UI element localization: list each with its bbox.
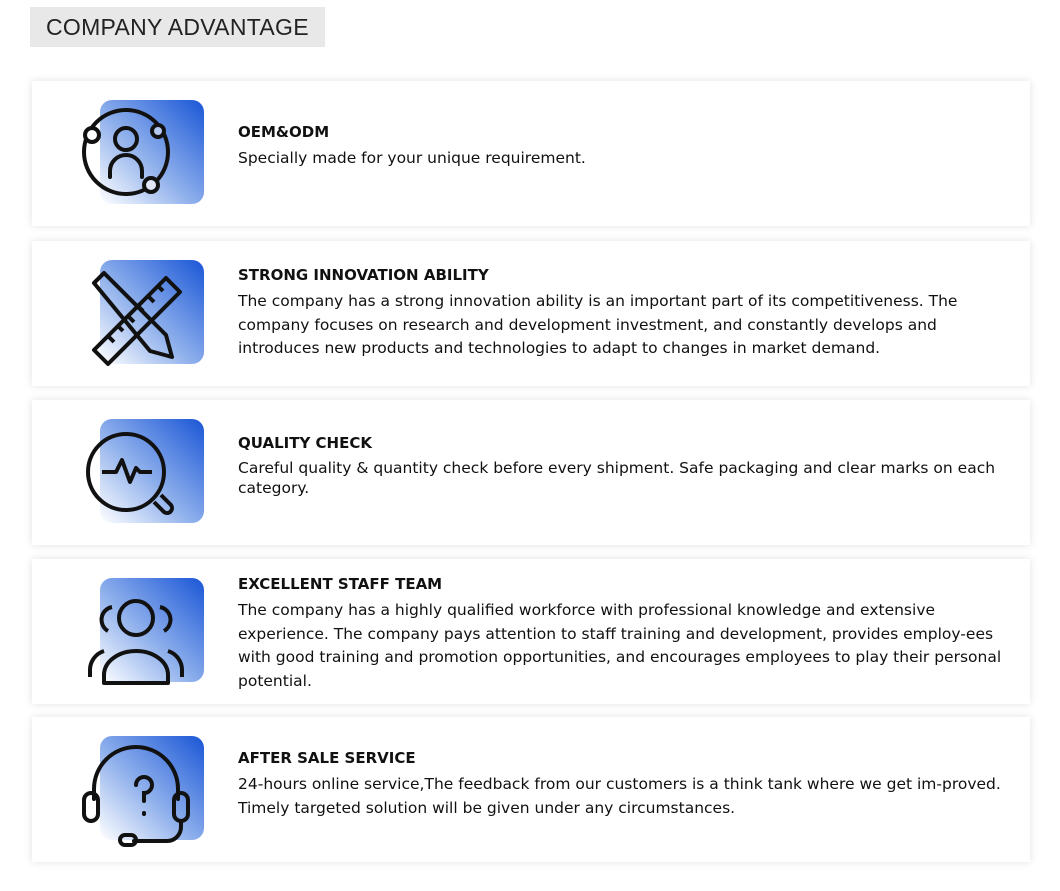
team-icon [76,573,196,693]
item-text: The company has a highly qualified workforce with professional knowledge and extensive experience. The company pays attention to staff training and development, provides employ-ees with good training and promotion opportunities, and encourages employees to play their personal potential. [238,601,1002,690]
advantage-card-staff [32,559,1030,704]
magnifier-pulse-icon [76,414,196,534]
item-heading: OEM&ODM [238,123,330,141]
section-title: COMPANY ADVANTAGE [30,7,325,47]
item-text: Specially made for your unique requirement. [238,149,586,167]
headset-icon [76,731,196,851]
item-heading: AFTER SALE SERVICE [238,749,416,767]
item-text: Careful quality & quantity check before every shipment. Safe packaging and clear marks on each category. [238,459,996,497]
item-heading: QUALITY CHECK [238,434,372,452]
ruler-pencil-icon [76,255,196,375]
advantage-card-innovation [32,241,1030,386]
user-network-icon [76,95,196,215]
advantage-card-oem [32,81,1030,226]
item-heading: EXCELLENT STAFF TEAM [238,575,443,593]
item-text: 24-hours online service,The feedback from our customers is a think tank where we get im-proved. Timely targeted solution will be given under any circumstances. [238,775,1001,817]
advantage-card-quality [32,400,1030,545]
advantage-card-after-sale [32,717,1030,862]
item-text: The company has a strong innovation ability is an important part of its competitiveness. The company focuses on research and development investment, and constantly develops and introduces new products and technologies to adapt to changes in market demand. [238,292,958,357]
item-heading: STRONG INNOVATION ABILITY [238,266,489,284]
